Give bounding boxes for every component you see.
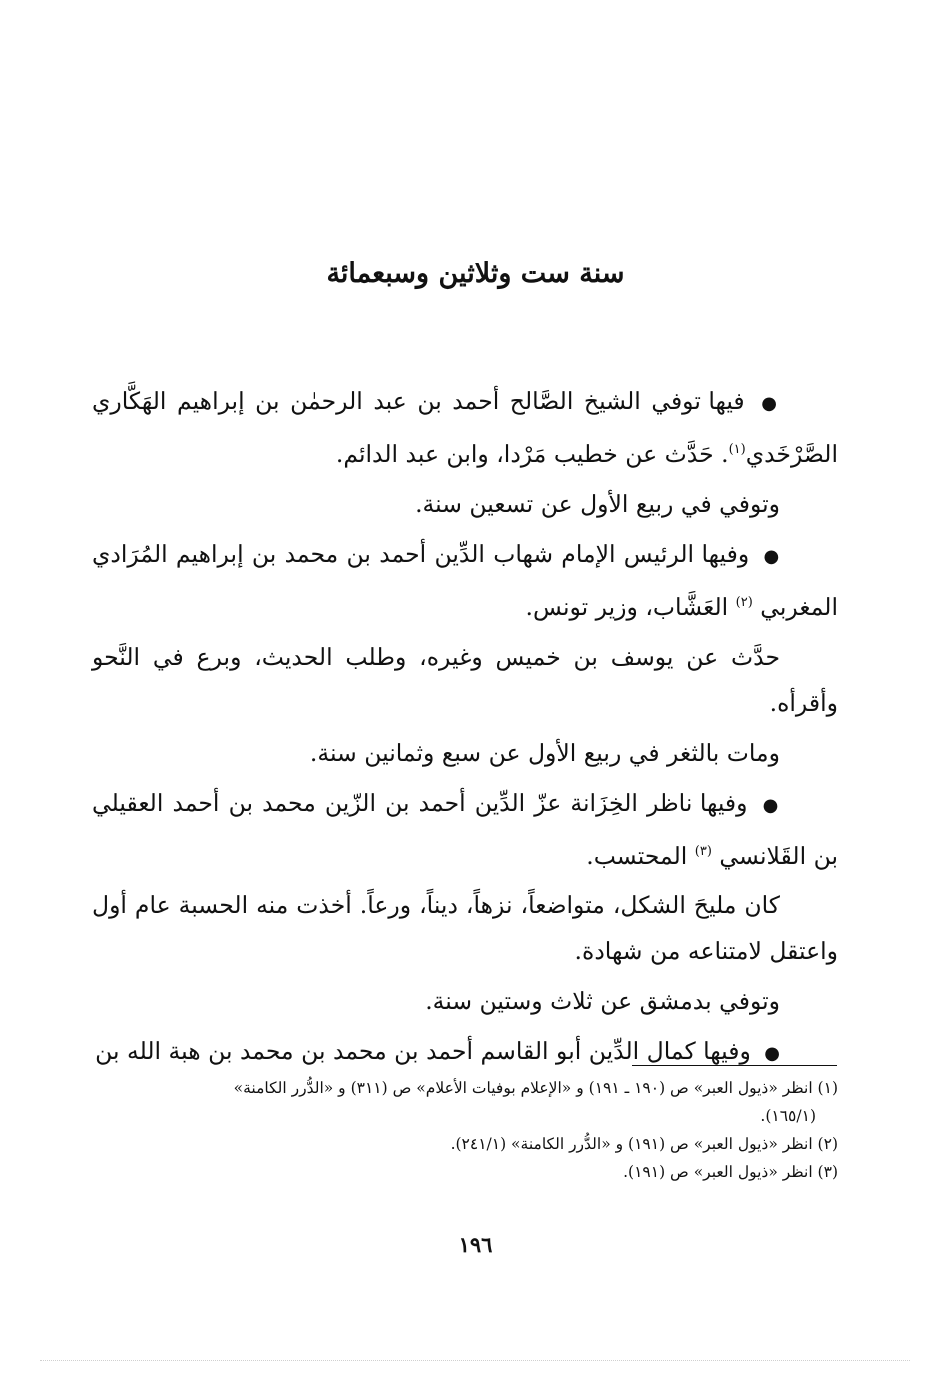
paragraph: ومات بالثغر في ربيع الأول عن سبع وثمانين سنة. — [309, 738, 780, 767]
main-text — [92, 378, 838, 1081]
bullet-icon: ● — [761, 393, 780, 414]
paragraph — [92, 1028, 838, 1077]
page-number: ١٩٦ — [458, 1232, 493, 1257]
paragraph-text: . حَدَّث عن خطيب مَرْدا، وابن عبد الدائم. — [335, 439, 729, 468]
footnote: (٢) انظر «ذيول العبر» ص (١٩١) و «الدُّرر الكامنة» (٢٤١/١). — [450, 1135, 838, 1153]
footnote-separator — [632, 1065, 837, 1066]
bullet-icon: ● — [762, 794, 780, 816]
paragraph: وتوفي في ربيع الأول عن تسعين سنة. — [415, 489, 780, 518]
footnote-ref: (٢) — [735, 594, 753, 610]
footnote-ref: (١) — [728, 442, 746, 457]
paragraph-text: وفيها ناظر الخِزَانة عزّ الدِّين أحمد بن الزّين محمد بن أحمد العقيلي بن القَلانسي — [92, 788, 838, 870]
paragraph-text: وفيها الرئيس الإمام شهاب الدِّين أحمد بن محمد بن إبراهيم المُرَادي المغربي — [92, 539, 838, 621]
paragraph: كان مليحَ الشكل، متواضعاً، نزهاً، ديناً، ورعاً. أخذت منه الحسبة عام أول واعتقل لامتناعه من شهادة. — [92, 891, 838, 966]
footnote: (١) انظر «ذيول العبر» ص (١٩٠ ـ ١٩١) و «الإعلام بوفيات الأعلام» ص (٣١١) و «الدُّرر الكامنة» — [233, 1079, 838, 1097]
scan-artifact-line — [40, 1360, 910, 1365]
footnotes — [92, 1074, 838, 1186]
page-title: سنة ست وثلاثين وسبعمائة — [326, 258, 625, 289]
bullet-icon: ● — [764, 1043, 780, 1065]
paragraph — [92, 531, 838, 630]
paragraph-text: وفيها كمال الدِّين أبو القاسم أحمد بن محمد بن محمد بن هبة الله بن — [95, 1037, 751, 1066]
paragraph-text: المحتسب. — [586, 841, 695, 870]
paragraph-text: العَشَّاب، وزير تونس. — [525, 592, 736, 621]
paragraph — [92, 378, 838, 477]
paragraph: حدَّث عن يوسف بن خميس وغيره، وطلب الحديث، وبرع في النَّحو وأقرأه. — [92, 642, 838, 717]
paragraph — [92, 780, 838, 879]
bullet-icon: ● — [763, 545, 780, 567]
footnote-continuation: (١٦٥/١). — [760, 1107, 816, 1125]
paragraph: وتوفي بدمشق عن ثلاث وستين سنة. — [425, 987, 780, 1016]
footnote-ref: (٣) — [694, 843, 712, 859]
footnote: (٣) انظر «ذيول العبر» ص (١٩١). — [623, 1163, 838, 1181]
paragraph-text: فيها توفي الشيخ الصَّالح أحمد بن عبد الرحمٰن بن إبراهيم الهَكَّاري الصَّرْخَدي — [92, 387, 838, 468]
